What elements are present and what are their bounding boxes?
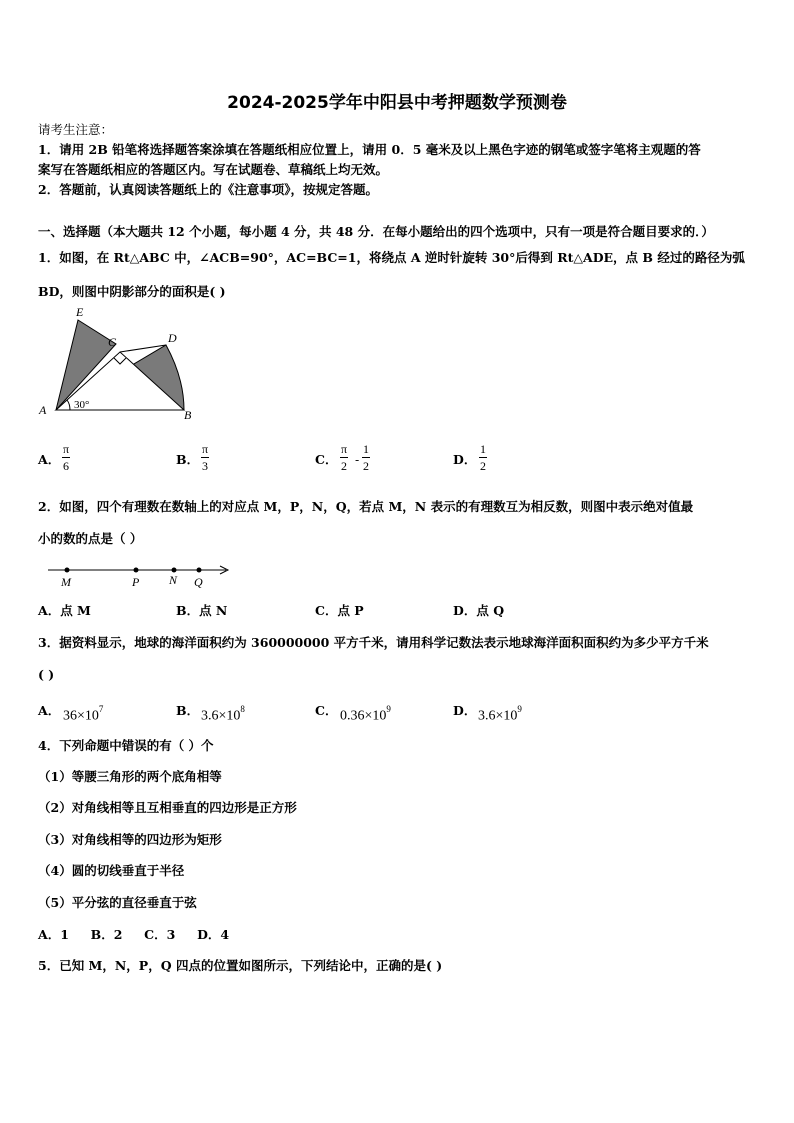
denominator: 2 <box>341 459 348 473</box>
q1-option-c-fraction-1 <box>340 442 348 473</box>
section-heading: 一、选择题（本大题共 12 个小题，每小题 4 分，共 48 分．在每小题给出的四个选项中，只有一项是符合题目要求的．） <box>38 224 714 239</box>
q4-item: （1）等腰三角形的两个底角相等 <box>38 769 222 784</box>
q1-option-d-label: D． <box>453 452 477 467</box>
point-m <box>65 568 70 573</box>
q5-stem: 5．已知 M，N，P，Q 四点的位置如图所示，下列结论中，正确的是( ) <box>38 958 443 973</box>
exponent: 7 <box>98 704 104 714</box>
numerator: π <box>202 442 209 456</box>
q3-stem-line-2: ( ) <box>38 667 55 682</box>
point-n <box>172 568 177 573</box>
q2-option-c: C．点 P <box>315 603 364 618</box>
q1-option-c-minus: - <box>355 452 360 467</box>
q1-option-a-label: A． <box>38 452 61 467</box>
q3-option-c-label: C． <box>315 703 338 718</box>
q1-option-b-label: B． <box>176 452 200 467</box>
label-d: D <box>168 331 177 345</box>
q2-option-d: D．点 Q <box>453 603 505 618</box>
notice-line-1b: 案写在答题纸相应的答题区内。写在试题卷、草稿纸上均无效。 <box>38 162 389 177</box>
notice-heading: 请考生注意： <box>38 122 114 137</box>
q4-item: （3）对角线相等的四边形为矩形 <box>38 832 222 847</box>
label-e: E <box>76 305 84 319</box>
numerator: π <box>63 442 70 456</box>
notice-line-2: 2．答题前，认真阅读答题纸上的《注意事项》，按规定答题。 <box>38 182 378 197</box>
denominator: 2 <box>480 459 486 473</box>
q4-item: （5）平分弦的直径垂直于弦 <box>38 895 197 910</box>
q3-option-b-value <box>201 703 245 725</box>
q3-option-b-label: B． <box>176 703 200 718</box>
notice-line-1a: 1．请用 2B 铅笔将选择题答案涂填在答题纸相应位置上，请用 0．5 毫米及以上黑色字迹的钢笔或签字笔将主观题的答 <box>38 142 701 157</box>
base: 0.36×10 <box>340 708 387 724</box>
q3-option-a-value <box>63 703 103 725</box>
denominator: 2 <box>363 459 369 473</box>
numerator: π <box>341 442 348 456</box>
q3-option-a-label: A． <box>38 703 61 718</box>
q1-figure <box>36 304 206 424</box>
q1-option-d-fraction <box>479 442 487 473</box>
label-b: B <box>184 408 192 422</box>
q1-option-a-fraction <box>62 442 70 473</box>
q1-stem-line-1: 1．如图，在 Rt△ABC 中，∠ACB=90°，AC=BC=1，将绕点 A 逆时针旋转 30°后得到 Rt△ADE，点 B 经过的路径为弧 <box>38 250 745 265</box>
label-q: Q <box>194 575 203 589</box>
q2-option-a: A．点 M <box>38 603 91 618</box>
page-title: 2024-2025学年中阳县中考押题数学预测卷 <box>227 93 567 113</box>
q2-option-b: B．点 N <box>176 603 228 618</box>
q3-stem-line-1: 3．据资料显示，地球的海洋面积约为 360000000 平方千米，请用科学记数法表示地球海洋面积面积约为多少平方千米 <box>38 635 709 650</box>
label-p: P <box>132 575 140 589</box>
denominator: 3 <box>202 459 209 473</box>
q1-option-b-fraction <box>201 442 209 473</box>
base: 36×10 <box>63 708 99 724</box>
q1-option-c-fraction-2 <box>362 442 370 473</box>
label-n: N <box>169 573 178 587</box>
label-m: M <box>61 575 71 589</box>
point-p <box>134 568 139 573</box>
q3-option-d-label: D． <box>453 703 477 718</box>
q4-stem: 4．下列命题中错误的有（ ）个 <box>38 738 214 753</box>
label-a: A <box>39 403 47 417</box>
numerator: 1 <box>363 442 369 456</box>
label-c: C <box>108 335 117 349</box>
q4-options: A．1 B．2 C．3 D．4 <box>38 927 230 942</box>
q1-stem-line-2: BD，则图中阴影部分的面积是( ) <box>38 284 226 299</box>
q3-option-d-value <box>478 703 522 725</box>
q3-option-c-value <box>340 703 391 725</box>
denominator: 6 <box>63 459 70 473</box>
label-angle: 30° <box>74 399 90 411</box>
q4-item: （2）对角线相等且互相垂直的四边形是正方形 <box>38 800 297 815</box>
q2-stem-line-2: 小的数的点是（ ） <box>38 531 143 546</box>
exponent: 8 <box>240 704 245 714</box>
numerator: 1 <box>480 442 486 456</box>
q2-stem-line-1: 2．如图，四个有理数在数轴上的对应点 M，P，N，Q，若点 M，N 表示的有理数互为相反数，则图中表示绝对值最 <box>38 499 694 514</box>
point-q <box>197 568 202 573</box>
exponent: 9 <box>386 704 391 714</box>
exponent: 9 <box>517 704 522 714</box>
q1-option-c-label: C． <box>315 452 338 467</box>
base: 3.6×10 <box>201 708 241 724</box>
q2-number-line <box>40 558 240 590</box>
q4-item: （4）圆的切线垂直于半径 <box>38 863 185 878</box>
base: 3.6×10 <box>478 708 518 724</box>
